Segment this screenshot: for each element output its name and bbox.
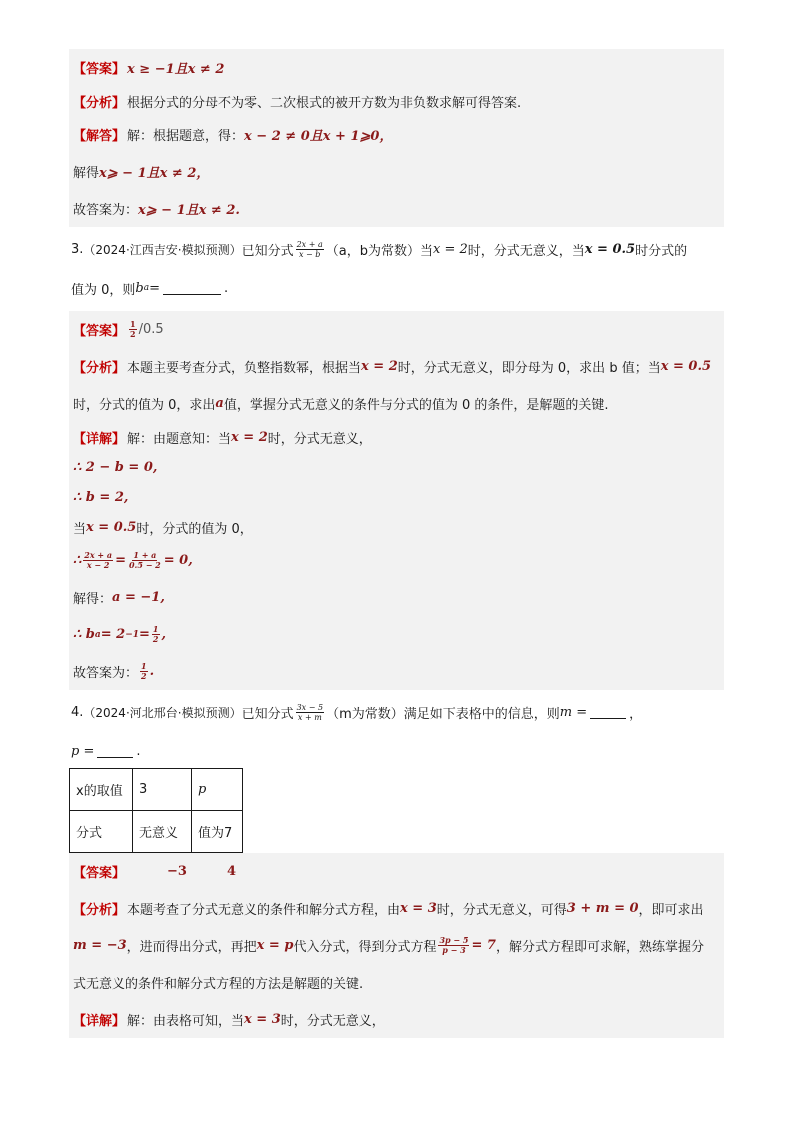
q2-answer-math: x ≥ −1且x ≠ 2 (127, 62, 225, 77)
q4-an2-c: ，解分式方程即可求解，熟练掌握分 (495, 940, 704, 955)
q4-text-b: （m为常数）满足如下表格中的信息，则 (326, 706, 560, 722)
answer-label: 【答案】 (73, 324, 126, 339)
q3-d7-num: 1 (152, 624, 159, 634)
q4-an2-frac (438, 936, 469, 955)
q4-answer-2: 4 (226, 864, 237, 879)
q3-text-b: （a，b为常数）当 (325, 243, 433, 259)
q4-source: （2024·河北邢台·模拟预测） (83, 705, 242, 720)
q3-an1-m1: x = 2 (361, 359, 398, 374)
q3-an2-m: a (215, 396, 224, 411)
q3-d5-pre: ∴ (73, 553, 82, 568)
q3-d1-b: 时，分式无意义， (267, 431, 372, 447)
q4-d1-b: 时，分式无意义， (280, 1014, 385, 1029)
q3-an1-m2: x = 0.5 (660, 359, 712, 374)
q2-l2-math: x⩾ − 1且x ≠ 2， (99, 166, 210, 181)
q3-an2-b: 值，掌握分式无意义的条件与分式的值为 0 的条件，是解题的关键. (223, 398, 609, 413)
q2-answer-line (69, 49, 724, 86)
q4-statement-line1 (69, 690, 724, 734)
q3-statement-line2 (69, 271, 724, 305)
q3-d8-a: 故答案为： (73, 666, 139, 681)
q3-detail-line6 (69, 579, 724, 616)
table-cell: 分式 (70, 811, 133, 853)
table-cell: 3 (133, 769, 192, 811)
q4-an2-a: ，进而得出分式，再把 (126, 940, 257, 955)
q2-solve-line (69, 153, 724, 190)
solution-label: 【解答】 (73, 129, 126, 144)
q4-analysis-line1 (69, 890, 724, 927)
q4-solution-block (69, 853, 724, 1038)
q3-line2-end: . (224, 280, 229, 296)
q3-d5-f1-num: 2x + a (84, 550, 113, 560)
q3-d7-sup2: −1 (125, 629, 140, 640)
q3-d6-a: 解得： (73, 592, 113, 607)
q4-p-eq: p = (71, 743, 95, 759)
q3-analysis-line2 (69, 385, 724, 422)
q2-l2-prefix: 解得 (73, 166, 100, 181)
q4-fraction (296, 703, 324, 722)
q3-text-c: 时，分式无意义，当 (467, 243, 585, 259)
table-cell: 无意义 (133, 811, 192, 853)
q4-an1-c: ，即可求出 (638, 903, 704, 918)
q4-an3: 式无意义的条件和解分式方程的方法是解题的关键. (73, 977, 364, 992)
q4-m-eq: m = (559, 704, 588, 720)
q3-d7-eq: = (139, 627, 150, 642)
q4-statement-line2 (69, 734, 724, 768)
q3-d8-den: 2 (141, 671, 147, 681)
q3-text-d: 时分式的 (635, 243, 688, 259)
q3-line2-sup: a (143, 283, 150, 293)
q3-d5-end: = 0, (163, 553, 193, 568)
q3-answer-num: 1 (130, 319, 136, 329)
q4-an1-b: 时，分式无意义，可得 (436, 903, 567, 918)
q3-d7-frac (152, 625, 160, 644)
q4-m-blank (590, 706, 626, 719)
q3-d5-f2-num: 1 + a (133, 550, 157, 560)
q3-d1-m: x = 2 (231, 429, 268, 445)
q4-text-a: 已知分式 (241, 706, 294, 722)
q3-detail-line3 (69, 482, 724, 512)
q3-d7-sup: a (94, 629, 101, 640)
answer-label: 【答案】 (73, 62, 126, 77)
q4-info-table (69, 768, 243, 853)
q4-answer-line (69, 853, 724, 890)
q3-detail-line8 (69, 653, 724, 690)
q3-d4-b: 时，分式的值为 0， (136, 521, 253, 537)
q3-source: （2024·江西吉安·模拟预测） (83, 242, 242, 257)
analysis-label: 【分析】 (73, 361, 126, 376)
q4-an2-den: p − 3 (442, 945, 466, 955)
analysis-label: 【分析】 (73, 95, 126, 111)
q3-answer-frac (129, 320, 137, 339)
q4-an2-m2: x = p (256, 938, 294, 953)
q3-d7-pre: ∴ b (73, 627, 95, 642)
q3-an1-a: 本题主要考查分式，负整指数幂，根据当 (127, 361, 362, 376)
q3-line2-b: b (135, 280, 144, 296)
detail-label: 【详解】 (73, 1014, 126, 1029)
q4-d1-m: x = 3 (244, 1012, 281, 1027)
q3-answer-alt: /0.5 (138, 322, 164, 337)
q2-analysis-text: 根据分式的分母不为零、二次根式的被开方数为非负数求解可得答案. (127, 95, 522, 111)
q2-sol-math: x − 2 ≠ 0且x + 1⩾0， (244, 129, 393, 144)
q3-detail-line7 (69, 616, 724, 653)
page (69, 49, 724, 1038)
q3-cond1: x = 2 (432, 241, 468, 257)
q3-cond2: x = 0.5 (584, 241, 636, 257)
q3-d5-f2-den: 0.5 − 2 (128, 560, 161, 570)
table-cell: x的取值 (70, 769, 133, 811)
q4-an1-m1: x = 3 (400, 901, 437, 916)
q4-number: 4. (71, 704, 84, 720)
q3-text-a: 已知分式 (241, 243, 294, 259)
q4-analysis-line2 (69, 927, 724, 964)
q4-an2-b: 代入分式，得到分式方程 (293, 940, 437, 955)
q3-d8-end: . (149, 664, 155, 679)
q2-l3-prefix: 故答案为： (73, 203, 139, 218)
detail-label: 【详解】 (73, 431, 126, 447)
q4-detail-line1 (69, 1001, 724, 1038)
q3-d8-num: 1 (141, 661, 147, 671)
q3-d5-frac1 (83, 551, 113, 570)
q3-an1-b: 时，分式无意义，即分母为 0，求出 b 值；当 (397, 361, 661, 376)
q3-detail-line4 (69, 512, 724, 542)
table-row (70, 769, 243, 811)
q3-d7-end: , (161, 627, 167, 642)
analysis-label: 【分析】 (73, 903, 126, 918)
q2-solution-line (69, 116, 724, 153)
q3-line2-eq: = (149, 280, 161, 296)
q4-line2-end: . (136, 743, 141, 759)
q2-solution-block (69, 49, 724, 227)
q3-statement-line1 (69, 227, 724, 271)
q3-number: 3. (71, 241, 84, 257)
q3-analysis-line1 (69, 348, 724, 385)
q4-frac-den: x + m (297, 712, 322, 722)
q3-d2: ∴ 2 − b = 0, (73, 459, 158, 475)
answer-label: 【答案】 (73, 866, 126, 881)
q4-analysis-line3 (69, 964, 724, 1001)
q3-answer-line (69, 311, 724, 348)
q3-d5-frac2 (128, 551, 162, 570)
q3-answer-blank (163, 282, 221, 295)
q3-d7-den: 2 (152, 634, 159, 644)
q3-fraction (296, 240, 324, 259)
q3-answer-den: 2 (130, 329, 136, 339)
q4-an1-m2: 3 + m = 0 (566, 901, 639, 916)
q3-detail-line1 (69, 422, 724, 452)
q3-solution-block (69, 311, 724, 690)
q3-d4-a: 当 (73, 521, 87, 537)
table-row (70, 811, 243, 853)
q4-an1-a: 本题考查了分式无意义的条件和解分式方程，由 (127, 903, 401, 918)
q4-p-blank (97, 745, 133, 758)
q4-an2-eq: = 7 (471, 938, 496, 953)
q3-d5-eq: = (115, 553, 126, 568)
q3-frac-den: x − b (298, 249, 321, 259)
q3-d3: ∴ b = 2, (73, 489, 129, 505)
q3-frac-num: 2x + a (296, 239, 323, 249)
q3-d5-f1-den: x − 2 (86, 560, 110, 570)
q2-sol-prefix: 解：根据题意，得： (127, 129, 245, 144)
q3-d1-a: 解：由题意知：当 (127, 431, 232, 447)
q3-d4-m: x = 0.5 (86, 519, 137, 535)
q4-an2-num: 3p − 5 (439, 935, 469, 945)
q2-l3-math: x⩾ − 1且x ≠ 2. (138, 203, 240, 218)
q3-detail-line2 (69, 452, 724, 482)
q3-d6-m: a = −1, (112, 590, 165, 605)
q2-final-line (69, 190, 724, 227)
q3-an2-a: 时，分式的值为 0，求出 (73, 398, 216, 413)
q3-d8-frac (140, 662, 148, 681)
q3-line2-text: 值为 0，则 (71, 282, 136, 298)
q3-detail-line5 (69, 542, 724, 579)
q4-an2-m1: m = −3 (73, 938, 127, 953)
table-cell: 值为7 (192, 811, 243, 853)
q4-text-end: ， (629, 706, 643, 722)
q4-d1-a: 解：由表格可知，当 (127, 1014, 245, 1029)
q4-answer-1: −3 (167, 864, 187, 879)
table-cell: p (192, 769, 243, 811)
q4-frac-num: 3x − 5 (296, 702, 324, 712)
q2-analysis-line (69, 86, 724, 116)
q3-d7-mid: = 2 (100, 627, 126, 642)
